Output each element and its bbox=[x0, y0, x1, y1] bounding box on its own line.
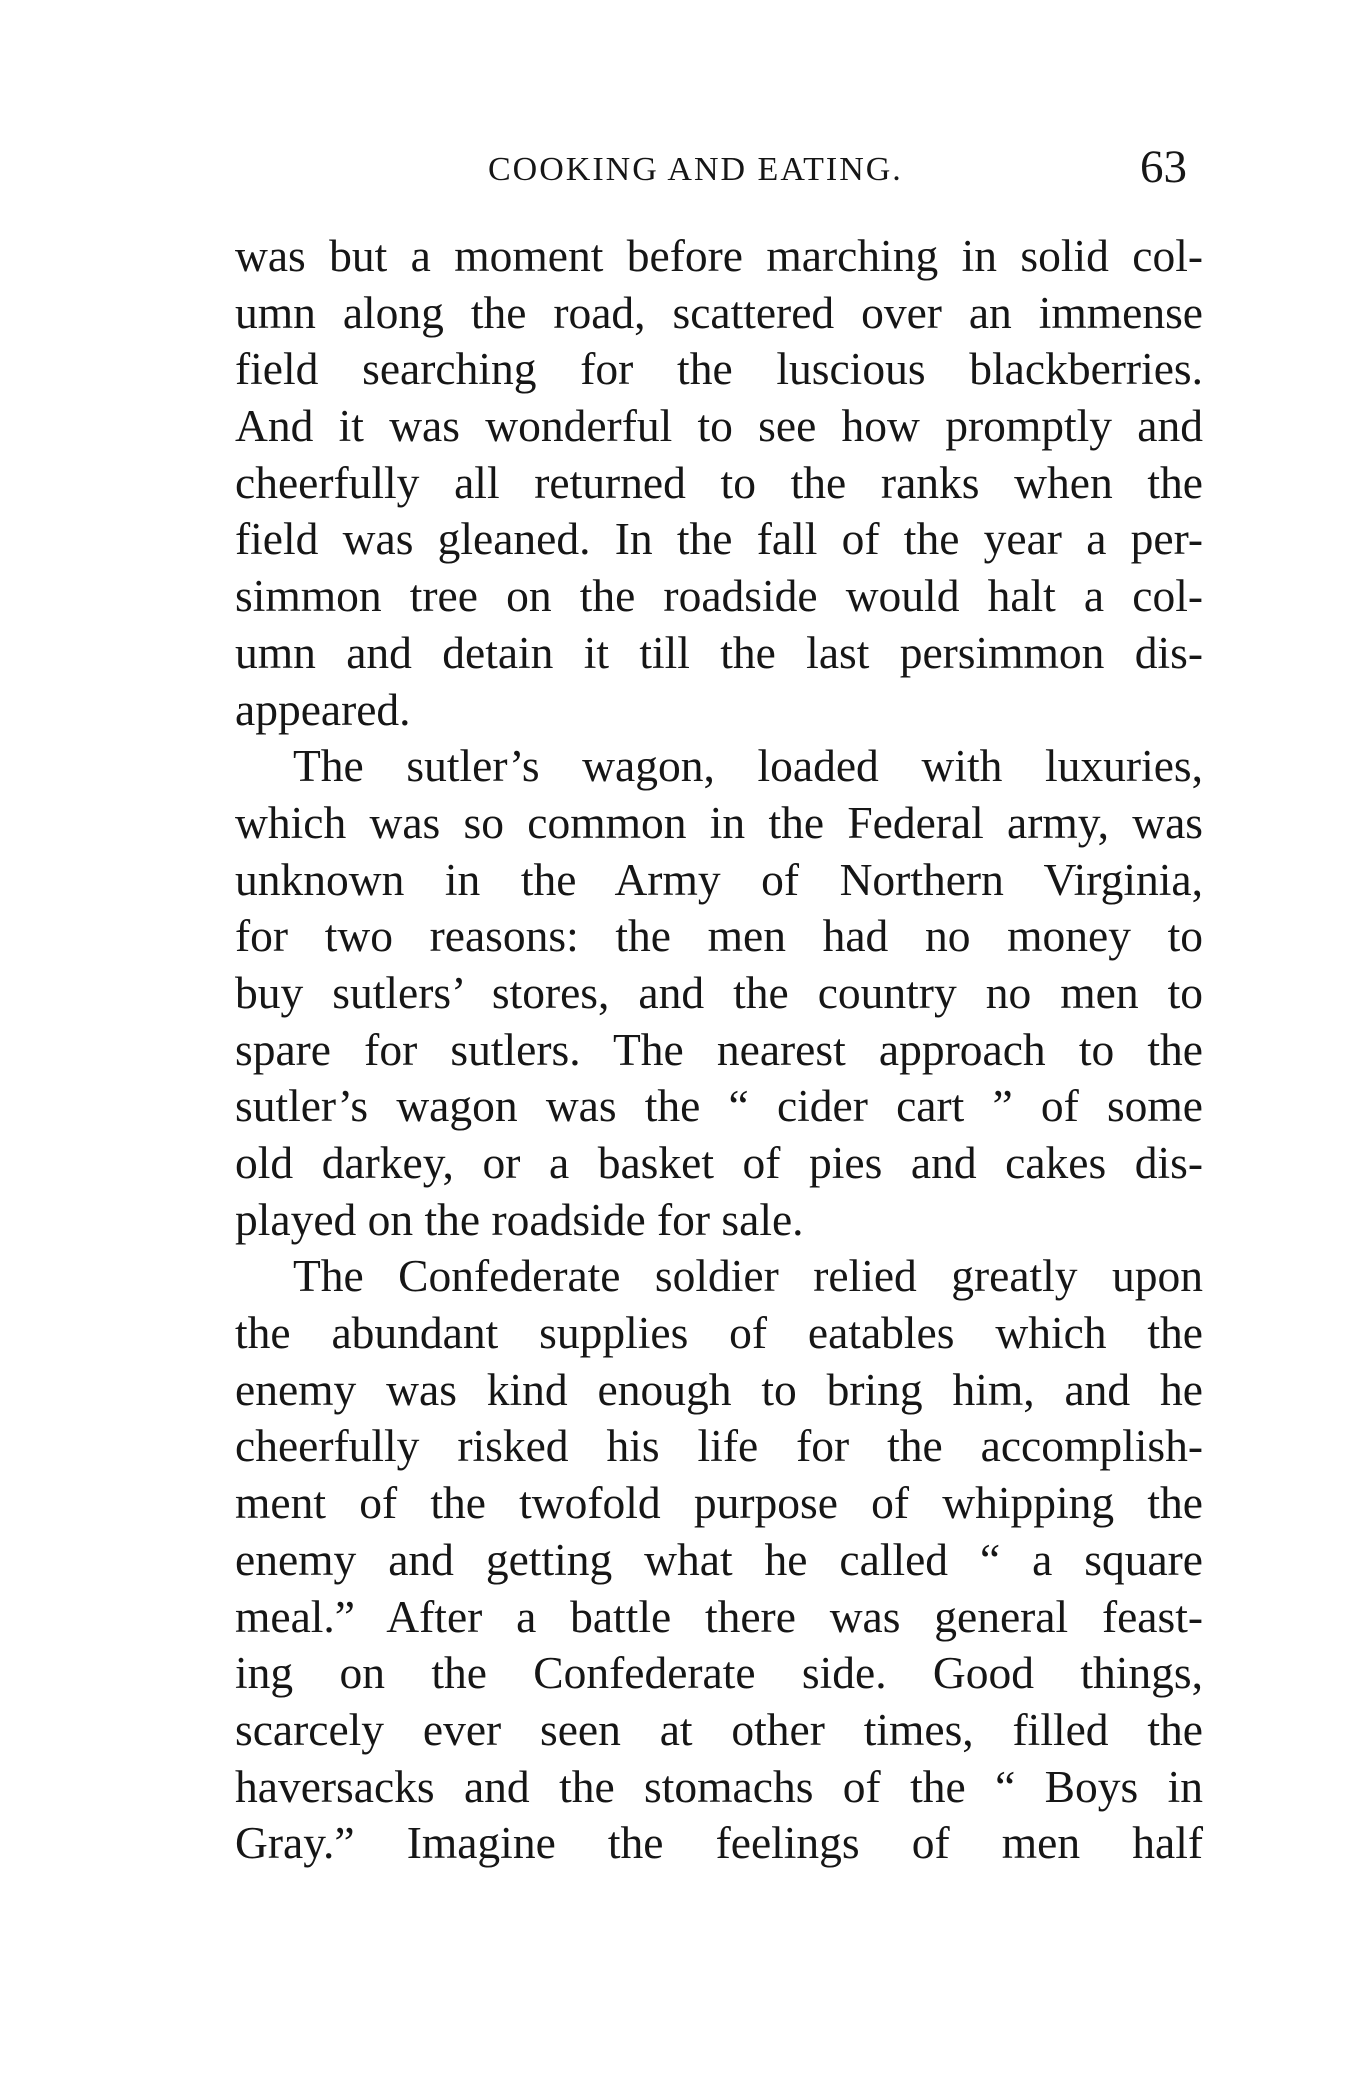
text-line: played on the roadside for sale. bbox=[235, 1193, 804, 1245]
text-line: old darkey, or a basket of pies and cakes dis- bbox=[235, 1137, 1203, 1188]
body-text bbox=[235, 228, 1203, 1872]
text-line: was but a moment before marching in solid col- bbox=[235, 230, 1203, 281]
text-line: cheerfully risked his life for the accomplish- bbox=[235, 1420, 1203, 1472]
text-line: enemy was kind enough to bring him, and he bbox=[235, 1363, 1203, 1415]
text-line: spare for sutlers. The nearest approach to the bbox=[235, 1023, 1203, 1075]
text-line: buy sutlers’ stores, and the country no men to bbox=[235, 966, 1203, 1018]
text-line: Gray.” Imagine the feelings of men half bbox=[235, 1817, 1203, 1869]
text-line: The sutler’s wagon, loaded with luxuries, bbox=[293, 740, 1203, 792]
text-line: unknown in the Army of Northern Virginia, bbox=[235, 853, 1203, 905]
text-line: enemy and getting what he called “ a square bbox=[235, 1533, 1203, 1585]
text-line: meal.” After a battle there was general feast- bbox=[235, 1590, 1203, 1642]
text-line: And it was wonderful to see how promptly and bbox=[235, 400, 1203, 452]
text-line: haversacks and the stomachs of the “ Boys in bbox=[235, 1760, 1203, 1812]
text-line: the abundant supplies of eatables which the bbox=[235, 1307, 1203, 1359]
text-line: ment of the twofold purpose of whipping the bbox=[235, 1477, 1203, 1529]
text-line: umn and detain it till the last persimmon dis- bbox=[235, 626, 1203, 678]
text-line: umn along the road, scattered over an immense bbox=[235, 286, 1203, 338]
text-line: field searching for the luscious blackberries. bbox=[235, 343, 1203, 395]
text-line: for two reasons: the men had no money to bbox=[235, 910, 1203, 962]
page-number: 63 bbox=[1140, 141, 1187, 193]
text-line: The Confederate soldier relied greatly upon bbox=[293, 1250, 1203, 1302]
text-line: scarcely ever seen at other times, filled the bbox=[235, 1703, 1203, 1755]
text-line: simmon tree on the roadside would halt a col- bbox=[235, 570, 1203, 622]
running-title: COOKING AND EATING. bbox=[488, 151, 903, 188]
text-line: cheerfully all returned to the ranks when the bbox=[235, 456, 1203, 508]
text-line: sutler’s wagon was the “ cider cart ” of some bbox=[235, 1080, 1203, 1132]
text-line: field was gleaned. In the fall of the year a per- bbox=[235, 513, 1203, 565]
text-line: appeared. bbox=[235, 683, 411, 735]
text-line: which was so common in the Federal army, was bbox=[235, 796, 1203, 848]
text-line: ing on the Confederate side. Good things, bbox=[235, 1647, 1203, 1699]
